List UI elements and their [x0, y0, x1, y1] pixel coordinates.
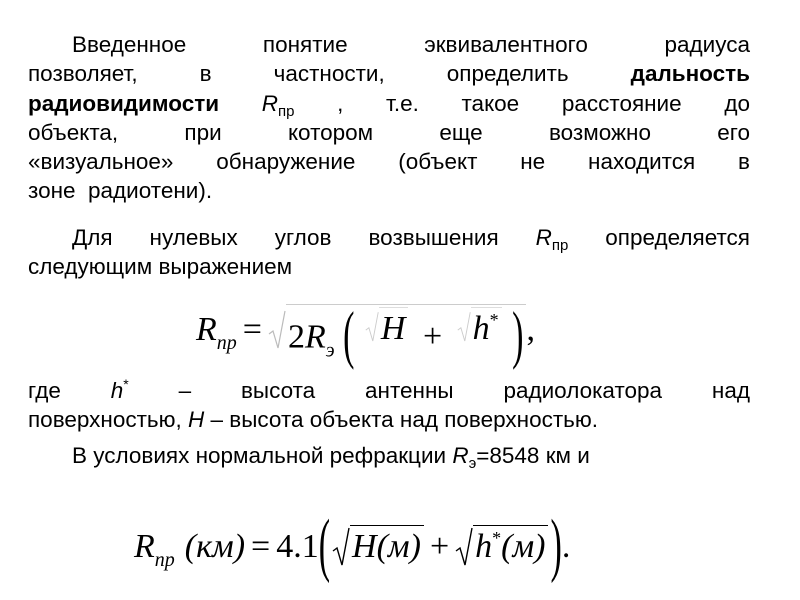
sqrt-h [332, 525, 424, 569]
text-line [28, 89, 750, 118]
equals-sign: = [242, 311, 262, 348]
radicand: $2R_э$ ( H + h* ) [286, 304, 527, 357]
text-line [28, 59, 750, 88]
text-line [28, 147, 750, 176]
word: до [724, 90, 750, 116]
sqrt-outer [268, 301, 527, 372]
word: частности, [273, 61, 385, 87]
equals-sign: = [251, 528, 271, 565]
word: возвышения [368, 225, 499, 250]
left-paren: ( [343, 301, 355, 372]
symbol-r-pr-with-tail: $R_{пр}$ определяется [535, 225, 750, 254]
word: высота [240, 378, 316, 403]
sqrt-hstar [455, 525, 548, 569]
plus-sign: + [422, 318, 443, 356]
paragraph-radio-visibility [28, 30, 750, 206]
word: в [737, 149, 750, 175]
text-line [28, 223, 750, 252]
text-line: зоне радиотени). [28, 178, 213, 204]
paragraph-normal-refraction [28, 441, 750, 470]
radicand: H(м) [350, 525, 424, 569]
right-paren: ) [550, 507, 562, 585]
word: такое [461, 90, 520, 116]
text-line: следующим выражением [28, 254, 293, 280]
word: определить [446, 61, 569, 87]
paragraph-where [28, 376, 750, 435]
word: объекта, [28, 119, 119, 145]
word: при [184, 119, 222, 145]
sqrt-inner-hstar: h* [457, 307, 502, 348]
unit-km: (км) [184, 528, 246, 565]
formula-range-basic [196, 298, 535, 372]
word: котором [287, 119, 374, 145]
word: где [28, 378, 61, 403]
word: позволяет, [28, 61, 138, 87]
sqrt-icon [455, 525, 473, 569]
text-line [28, 30, 750, 59]
word: над [711, 378, 750, 403]
word: , [337, 90, 344, 116]
word: находится [588, 149, 696, 175]
word: Введенное [72, 32, 187, 57]
sqrt-inner-h: H [365, 307, 409, 348]
period: . [561, 528, 571, 565]
word: возможно [548, 119, 651, 145]
word: расстояние [561, 90, 682, 116]
sqrt-icon [457, 307, 471, 347]
comma: , [526, 311, 535, 348]
text-line: поверхностью, H – высота объекта над поверхностью. [28, 407, 598, 433]
word: эквивалентного [424, 32, 588, 57]
formula-range-km [134, 507, 571, 585]
text-line [28, 118, 750, 147]
plus-sign: + [429, 528, 450, 565]
formula-lhs: $R_{пр}$ [134, 528, 175, 571]
bold-term: дальность [630, 61, 750, 87]
sqrt-icon [332, 525, 350, 569]
word: Для [72, 225, 113, 250]
word: радиолокатора [503, 378, 663, 403]
paragraph-zero-elevation [28, 223, 750, 282]
word: понятие [262, 32, 348, 57]
text-line [28, 376, 750, 405]
word: (объект [398, 149, 478, 175]
symbol-r-pr: $R_{пр}$ [261, 90, 295, 120]
word: – [178, 378, 192, 403]
sqrt-icon [268, 310, 286, 350]
coefficient: 4.1 [276, 528, 319, 565]
symbol-h-star: h* [110, 376, 129, 403]
word: нулевых [149, 225, 238, 250]
word: антенны [365, 378, 454, 403]
left-paren: ( [318, 507, 331, 585]
word: «визуальное» [28, 149, 174, 175]
sqrt-icon [365, 307, 379, 347]
formula-lhs: $R_{пр}$ [196, 311, 237, 354]
text-line: В условиях нормальной рефракции $R_э=8548$ км и [72, 443, 590, 472]
word: в [199, 61, 212, 87]
word: еще [439, 119, 483, 145]
word: не [520, 149, 546, 175]
right-paren: ) [512, 301, 524, 372]
bold-term: радиовидимости [28, 90, 220, 116]
word: углов [274, 225, 332, 250]
word: его [717, 119, 750, 145]
word: радиуса [664, 32, 750, 57]
word: обнаружение [216, 149, 356, 175]
word: т.е. [386, 90, 419, 116]
radicand: h*(м) [473, 525, 548, 569]
